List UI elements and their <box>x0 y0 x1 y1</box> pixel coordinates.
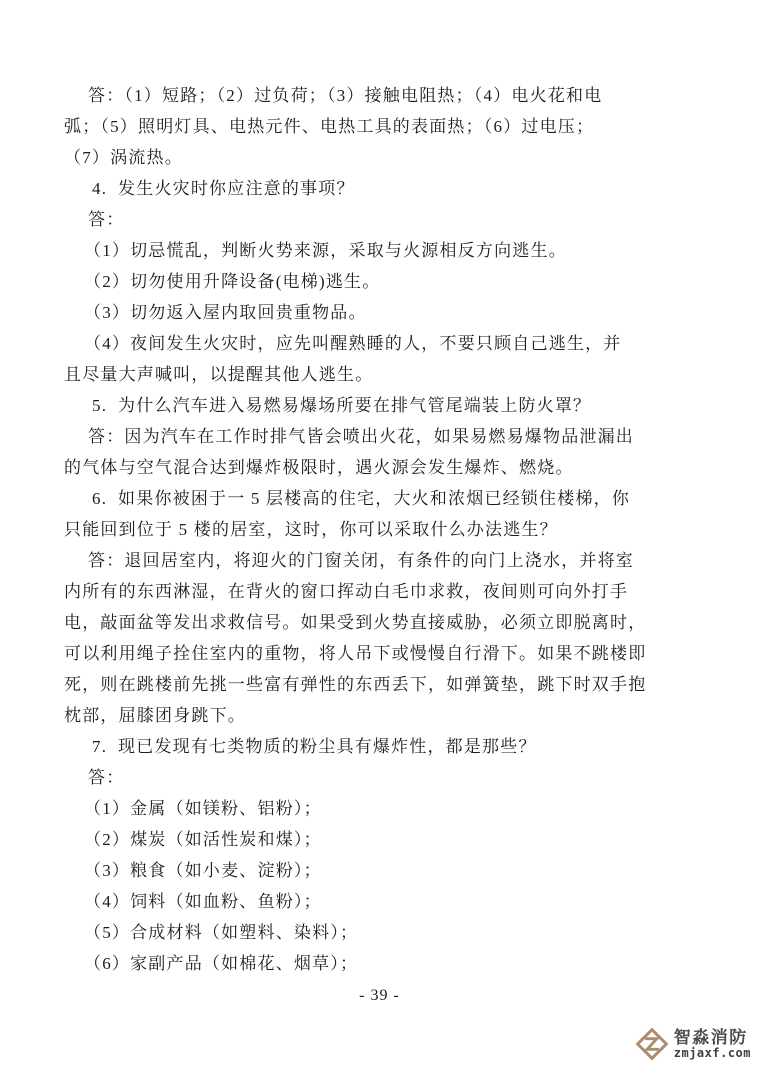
text-line: 答：因为汽车在工作时排气皆会喷出火花，如果易燃易爆物品泄漏出 <box>88 427 634 446</box>
text-line: 答： <box>88 768 125 787</box>
text-line: 的气体与空气混合达到爆炸极限时，遇火源会发生爆炸、燃烧。 <box>64 458 574 477</box>
text-line: 且尽量大声喊叫，以提醒其他人逃生。 <box>64 365 374 384</box>
text-line: （7）涡流热。 <box>64 148 183 167</box>
text-line: 7. 现已发现有七类物质的粉尘具有爆炸性，都是那些？ <box>92 737 537 756</box>
text-line: 5. 为什么汽车进入易燃易爆场所要在排气管尾端装上防火罩？ <box>92 396 592 415</box>
text-line: 答：（1）短路；（2）过负荷；（3）接触电阻热；（4）电火花和电 <box>88 86 603 105</box>
footer-logo[interactable] <box>635 1027 751 1061</box>
text-line: 可以利用绳子拴住室内的重物，将人吊下或慢慢自行滑下。如果不跳楼即 <box>64 644 647 663</box>
diamond-z-logo-icon <box>635 1027 669 1061</box>
text-line: 答： <box>88 210 125 229</box>
text-line: （1）切忌慌乱，判断火势来源，采取与火源相反方向逃生。 <box>84 241 567 260</box>
text-line: 弧；（5）照明灯具、电热元件、电热工具的表面热；（6）过电压； <box>64 117 595 136</box>
text-line: （6）家副产品（如棉花、烟草）； <box>84 954 359 973</box>
text-line: 答：退回居室内，将迎火的门窗关闭，有条件的向门上浇水，并将室 <box>88 551 634 570</box>
brand-url: zmjaxf.com <box>673 1045 751 1060</box>
brand-name: 智淼消防 <box>673 1027 748 1047</box>
footer-logo-text <box>674 1029 751 1059</box>
text-line: 4. 发生火灾时你应注意的事项？ <box>92 179 355 198</box>
text-line: （4）夜间发生火灾时，应先叫醒熟睡的人，不要只顾自己逃生，并 <box>84 334 622 353</box>
text-line: （3）切勿返入屋内取回贵重物品。 <box>84 303 367 322</box>
text-line: （4）饲料（如血粉、鱼粉）； <box>84 892 322 911</box>
page-number: - 39 - <box>359 987 400 1004</box>
text-line: （1）金属（如镁粉、铝粉）； <box>84 799 322 818</box>
text-line: （3）粮食（如小麦、淀粉）； <box>84 861 322 880</box>
text-line: 电，敲面盆等发出求救信号。如果受到火势直接威胁，必须立即脱离时， <box>64 613 647 632</box>
text-line: 只能回到位于 5 楼的居室，这时，你可以采取什么办法逃生？ <box>64 520 558 539</box>
text-line: 6. 如果你被困于一 5 层楼高的住宅，大火和浓烟已经锁住楼梯，你 <box>92 489 631 508</box>
text-line: （2）煤炭（如活性炭和煤）； <box>84 830 322 849</box>
document-page-body <box>64 80 700 979</box>
text-line: 内所有的东西淋湿，在背火的窗口挥动白毛巾求救，夜间则可向外打手 <box>64 582 629 601</box>
text-line: 枕部，屈膝团身跳下。 <box>64 706 246 725</box>
text-line: （2）切勿使用升降设备(电梯)逃生。 <box>84 272 381 291</box>
text-line: 死，则在跳楼前先挑一些富有弹性的东西丢下，如弹簧垫，跳下时双手抱 <box>64 675 647 694</box>
text-line: （5）合成材料（如塑料、染料）； <box>84 923 359 942</box>
